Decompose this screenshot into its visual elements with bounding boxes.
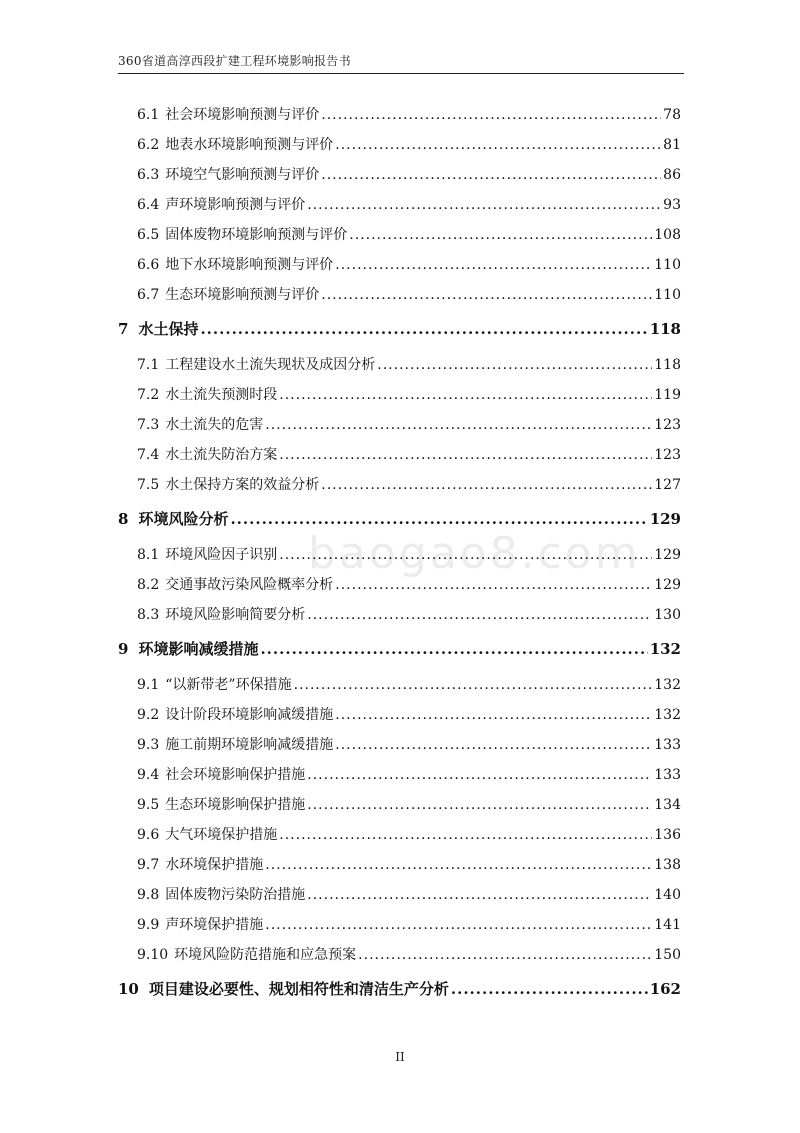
toc-entry-page: 141 [654,917,681,933]
toc-entry-number: 9.10 [137,947,169,963]
toc-section-entry[interactable] [137,254,681,274]
toc-leader-dots [307,767,652,783]
toc-entry-title: 生态环境影响保护措施 [165,797,306,813]
toc-leader-dots [335,257,652,273]
toc-entry-title: 社会环境影响保护措施 [165,767,306,783]
toc-entry-page: 134 [654,797,681,813]
toc-leader-dots [321,477,652,493]
toc-section-entry[interactable] [137,284,681,304]
toc-leader-dots [294,677,653,693]
toc-entry-page: 78 [663,107,681,123]
toc-leader-dots [260,640,647,658]
toc-entry-title: 社会环境影响预测与评价 [165,107,320,123]
toc-chapter-entry[interactable] [118,318,681,339]
toc-entry-number: 7.4 [137,447,160,463]
toc-entry-number: 6.5 [137,227,160,243]
toc-entry-title: 水土保持方案的效益分析 [165,477,320,493]
toc-leader-dots [377,357,652,373]
toc-leader-dots [230,510,647,528]
toc-entry-number: 9 [118,640,129,658]
toc-leader-dots [321,287,652,303]
toc-entry-number: 7.2 [137,387,160,403]
toc-section-entry[interactable] [137,414,681,434]
toc-entry-number: 9.2 [137,707,160,723]
toc-entry-title: 固体废物环境影响预测与评价 [165,227,348,243]
toc-entry-number: 8.2 [137,577,160,593]
toc-entry-title: “以新带老”环保措施 [165,677,292,693]
toc-entry-number: 10 [118,980,139,998]
toc-entry-page: 86 [663,167,681,183]
toc-entry-number: 9.5 [137,797,160,813]
toc-entry-page: 132 [654,707,681,723]
toc-section-entry[interactable] [137,944,681,964]
toc-section-entry[interactable] [137,604,681,624]
toc-entry-number: 9.9 [137,917,160,933]
toc-entry-number: 8 [118,510,129,528]
toc-leader-dots [335,577,652,593]
toc-leader-dots [451,980,648,998]
toc-section-entry[interactable] [137,854,681,874]
toc-entry-number: 9.3 [137,737,160,753]
toc-entry-page: 129 [654,577,681,593]
toc-entry-number: 7.1 [137,357,160,373]
watermark: baogao8.com [308,528,641,579]
toc-entry-page: 162 [649,980,681,998]
toc-section-entry[interactable] [137,574,681,594]
toc-leader-dots [265,417,652,433]
toc-entry-page: 132 [654,677,681,693]
toc-entry-number: 7.3 [137,417,160,433]
toc-entry-number: 6.6 [137,257,160,273]
toc-section-entry[interactable] [137,914,681,934]
toc-section-entry[interactable] [137,194,681,214]
toc-entry-title: 环境风险分析 [138,510,229,528]
toc-entry-number: 9.8 [137,887,160,903]
toc-entry-page: 118 [654,357,681,373]
toc-entry-title: 水土流失预测时段 [165,387,278,403]
toc-entry-page: 130 [654,607,681,623]
toc-entry-page: 123 [654,417,681,433]
toc-entry-page: 119 [654,387,681,403]
toc-entry-title: 水环境保护措施 [165,857,264,873]
toc-leader-dots [307,887,652,903]
page-number: II [395,1050,405,1064]
toc-entry-number: 9.6 [137,827,160,843]
toc-section-entry[interactable] [137,764,681,784]
toc-leader-dots [321,107,661,123]
toc-section-entry[interactable] [137,704,681,724]
toc-chapter-entry[interactable] [118,638,681,659]
toc-entry-title: 声环境影响预测与评价 [165,197,306,213]
toc-section-entry[interactable] [137,884,681,904]
toc-entry-page: 129 [654,547,681,563]
toc-entry-page: 140 [654,887,681,903]
toc-entry-page: 110 [654,287,681,303]
toc-entry-number: 9.4 [137,767,160,783]
toc-entry-number: 9.7 [137,857,160,873]
toc-entry-title: 水土流失防治方案 [165,447,278,463]
toc-entry-title: 设计阶段环境影响减缓措施 [165,707,334,723]
toc-entry-page: 133 [654,767,681,783]
toc-section-entry[interactable] [137,164,681,184]
toc-leader-dots [200,320,647,338]
toc-section-entry[interactable] [137,384,681,404]
toc-entry-title: 项目建设必要性、规划相符性和清洁生产分析 [148,980,449,998]
toc-leader-dots [279,387,652,403]
toc-entry-number: 6.4 [137,197,160,213]
toc-entry-number: 6.3 [137,167,160,183]
toc-leader-dots [358,947,652,963]
toc-entry-title: 地下水环境影响预测与评价 [165,257,334,273]
toc-leader-dots [335,137,661,153]
toc-entry-page: 81 [663,137,681,153]
toc-entry-title: 环境风险防范措施和应急预案 [174,947,357,963]
running-header: 360省道高淳西段扩建工程环境影响报告书 [118,52,684,74]
toc-section-entry[interactable] [137,354,681,374]
toc-entry-number: 6.7 [137,287,160,303]
toc-entry-title: 固体废物污染防治措施 [165,887,306,903]
toc-section-entry[interactable] [137,444,681,464]
toc-chapter-entry[interactable] [118,978,681,999]
toc-leader-dots [349,227,652,243]
toc-section-entry[interactable] [137,794,681,814]
toc-leader-dots [307,607,652,623]
toc-entry-page: 138 [654,857,681,873]
toc-entry-title: 工程建设水土流失现状及成因分析 [165,357,376,373]
toc-entry-number: 8.3 [137,607,160,623]
toc-section-entry[interactable] [137,104,681,124]
toc-entry-number: 8.1 [137,547,160,563]
toc-leader-dots [279,827,652,843]
toc-section-entry[interactable] [137,824,681,844]
toc-entry-number: 6.1 [137,107,160,123]
toc-section-entry[interactable] [137,224,681,244]
toc-leader-dots [335,737,652,753]
toc-entry-title: 水土流失的危害 [165,417,264,433]
toc-entry-page: 110 [654,257,681,273]
toc-leader-dots [307,797,652,813]
toc-entry-title: 水土保持 [138,320,199,338]
toc-entry-page: 108 [654,227,681,243]
toc-entry-page: 123 [654,447,681,463]
toc-entry-page: 127 [654,477,681,493]
toc-entry-page: 136 [654,827,681,843]
toc-section-entry[interactable] [137,674,681,694]
toc-leader-dots [321,167,661,183]
toc-entry-title: 交通事故污染风险概率分析 [165,577,334,593]
toc-entry-number: 7 [118,320,129,338]
toc-leader-dots [265,857,652,873]
toc-entry-title: 环境影响减缓措施 [138,640,259,658]
toc-entry-title: 环境空气影响预测与评价 [165,167,320,183]
toc-leader-dots [279,447,652,463]
toc-section-entry[interactable] [137,734,681,754]
toc-entry-page: 133 [654,737,681,753]
toc-entry-page: 129 [649,510,681,528]
toc-section-entry[interactable] [137,134,681,154]
toc-leader-dots [307,197,661,213]
toc-leader-dots [279,547,652,563]
toc-entry-title: 大气环境保护措施 [165,827,278,843]
toc-entry-title: 环境风险因子识别 [165,547,278,563]
toc-entry-number: 7.5 [137,477,160,493]
toc-section-entry[interactable] [137,544,681,564]
toc-entry-page: 118 [649,320,681,338]
toc-entry-page: 93 [663,197,681,213]
toc-entry-page: 150 [654,947,681,963]
toc-section-entry[interactable] [137,474,681,494]
toc-leader-dots [335,707,652,723]
toc-entry-number: 9.1 [137,677,160,693]
toc-entry-title: 地表水环境影响预测与评价 [165,137,334,153]
toc-entry-title: 施工前期环境影响减缓措施 [165,737,334,753]
toc-entry-title: 环境风险影响简要分析 [165,607,306,623]
toc-entry-title: 生态环境影响预测与评价 [165,287,320,303]
toc-entry-page: 132 [649,640,681,658]
toc-chapter-entry[interactable] [118,508,681,529]
toc-entry-number: 6.2 [137,137,160,153]
toc-entry-title: 声环境保护措施 [165,917,264,933]
toc-leader-dots [265,917,652,933]
